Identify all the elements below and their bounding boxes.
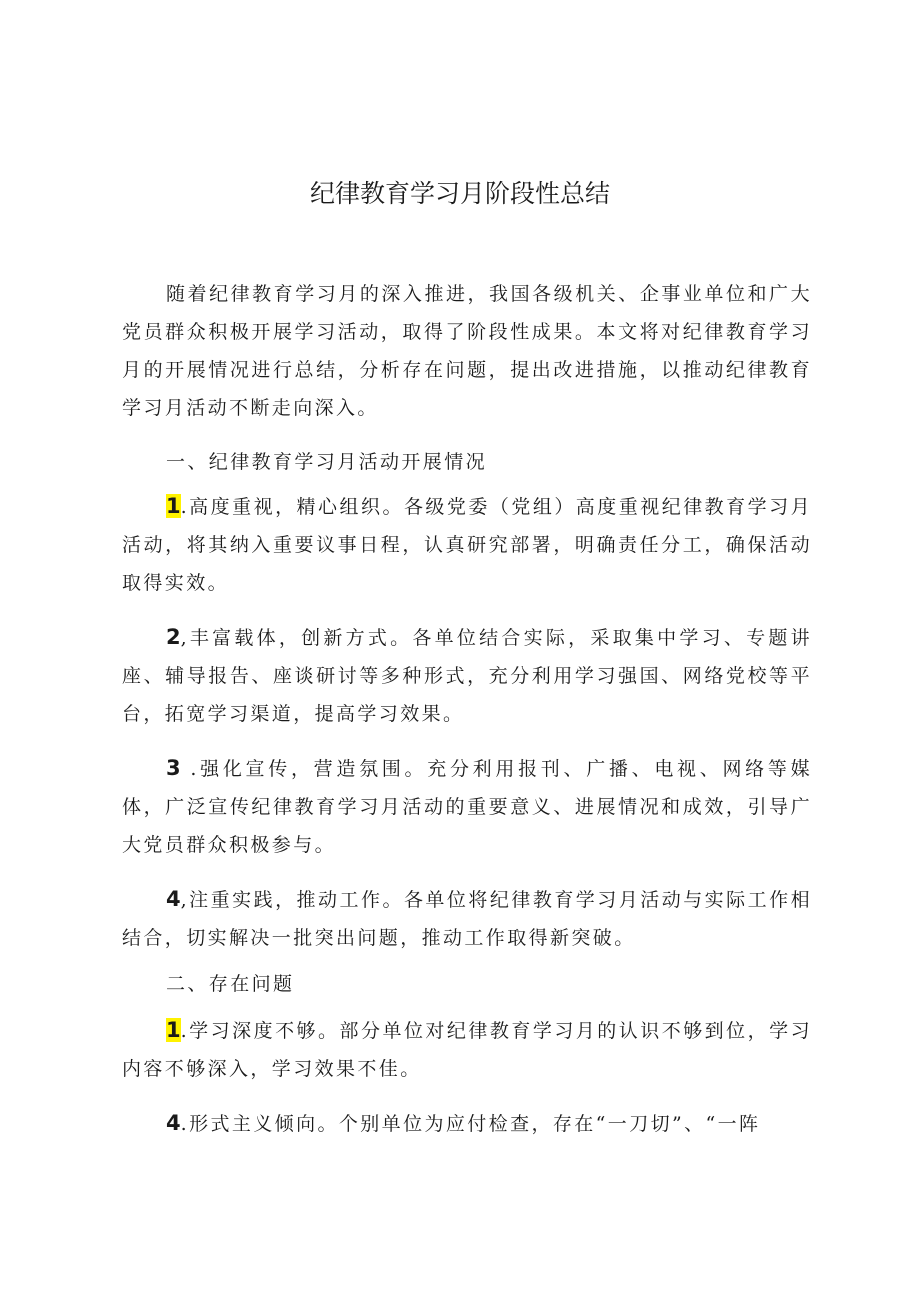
section-1-item-3 (122, 749, 812, 864)
section-1-heading: 一、纪律教育学习月活动开展情况 (166, 451, 488, 473)
item-text: 学习深度不够。部分单位对纪律教育学习月的认识不够到位，学习内容不够深入，学习效果不佳。 (122, 1020, 812, 1080)
item-separator: . (180, 758, 199, 780)
item-number: 3 (166, 756, 181, 780)
item-number: 4 (166, 1111, 181, 1135)
document-body (122, 275, 812, 1143)
section-1-item-2 (122, 618, 812, 733)
item-text: 形式主义倾向。个别单位为应付检查，存在“一刀切”、“一阵 (189, 1113, 761, 1135)
item-text: 丰富载体，创新方式。各单位结合实际，采取集中学习、专题讲座、辅导报告、座谈研讨等多种形式，充分利用学习强国、网络党校等平台，拓宽学习渠道，提高学习效果。 (122, 627, 812, 725)
section-2-item-2 (122, 1104, 812, 1143)
item-separator: , (180, 627, 190, 649)
item-number-highlighted: 1 (166, 494, 181, 518)
section-1-item-1 (122, 487, 812, 602)
item-number: 2 (166, 625, 181, 649)
item-separator: . (180, 1020, 190, 1042)
section-1-item-4 (122, 880, 812, 957)
item-separator: . (180, 496, 190, 518)
item-text: 注重实践，推动工作。各单位将纪律教育学习月活动与实际工作相结合，切实解决一批突出问题，推动工作取得新突破。 (122, 889, 812, 949)
section-2-heading: 二、存在问题 (166, 973, 295, 995)
item-number-highlighted: 1 (166, 1018, 181, 1042)
document-title: 纪律教育学习月阶段性总结 (309, 179, 610, 208)
section-2-item-1 (122, 1011, 812, 1088)
item-number: 4 (166, 887, 181, 911)
intro-paragraph: 随着纪律教育学习月的深入推进，我国各级机关、企事业单位和广大党员群众积极开展学习活动，取得了阶段性成果。本文将对纪律教育学习月的开展情况进行总结，分析存在问题，提出改进措施，以推动纪律教育学习月活动不断走向深入。 (122, 283, 812, 419)
item-separator: . (180, 1113, 190, 1135)
item-text: 高度重视，精心组织。各级党委（党组）高度重视纪律教育学习月活动，将其纳入重要议事日程，认真研究部署，明确责任分工，确保活动取得实效。 (122, 496, 812, 594)
item-text: 强化宣传，营造氛围。充分利用报刊、广播、电视、网络等媒体，广泛宣传纪律教育学习月活动的重要意义、进展情况和成效，引导广大党员群众积极参与。 (122, 758, 812, 856)
item-separator: , (180, 889, 190, 911)
